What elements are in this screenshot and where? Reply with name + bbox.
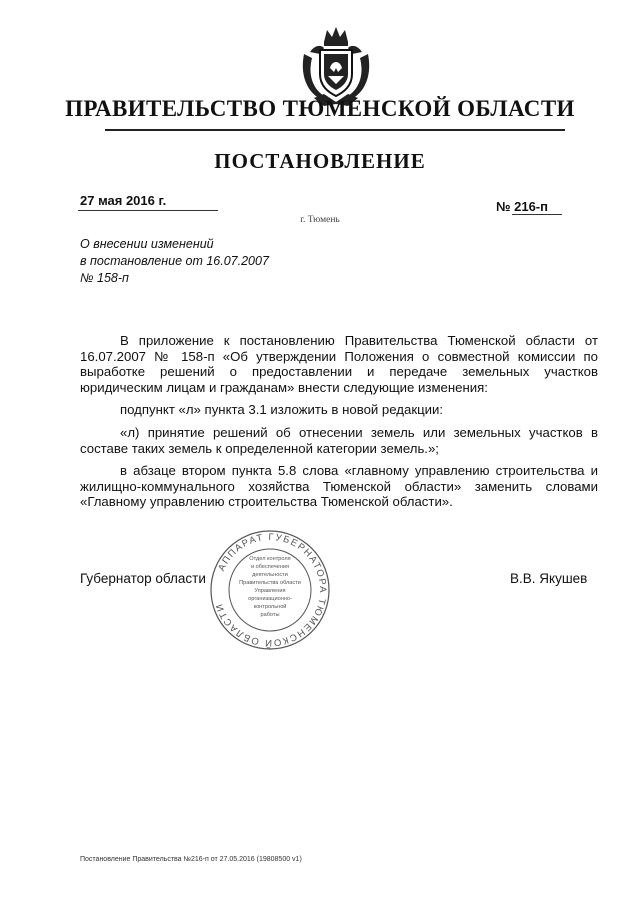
document-number: № 216-п	[496, 199, 548, 214]
document-body	[80, 333, 598, 517]
date-underline	[78, 210, 218, 211]
stamp-inner-line: Отдел контроля	[249, 556, 291, 562]
subject-line: № 158-п	[80, 271, 129, 285]
stamp-inner-line: контрольной	[253, 604, 287, 610]
title-underline	[105, 129, 565, 131]
government-title: ПРАВИТЕЛЬСТВО ТЮМЕНСКОЙ ОБЛАСТИ	[65, 96, 575, 121]
body-paragraph: подпункт «л» пункта 3.1 изложить в новой редакции:	[120, 402, 444, 418]
document-city: г. Тюмень	[300, 215, 340, 225]
stamp-inner-line: работы	[260, 612, 280, 618]
stamp-inner-line: деятельности	[252, 572, 288, 578]
stamp-inner-line: организационно-	[248, 596, 292, 602]
signer-name: В.В. Якушев	[510, 571, 588, 586]
stamp-inner-line: Правительства области	[239, 580, 301, 586]
official-stamp	[208, 528, 332, 652]
subject-line: О внесении изменений	[80, 237, 214, 251]
stamp-inner-line: и обеспечения	[250, 564, 290, 570]
document-type: ПОСТАНОВЛЕНИЕ	[214, 149, 426, 173]
document-date: 27 мая 2016 г.	[80, 193, 167, 208]
stamp-inner-line: Управления	[254, 588, 286, 594]
body-paragraph: «л) принятие решений об отнесении земель или земельных участков в составе таких земель к определенной категории земель.»;	[80, 424, 598, 456]
subject-line: в постановление от 16.07.2007	[80, 254, 269, 268]
stamp-outer-text: АППАРАТ ГУБЕРНАТОРА ТЮМЕНСКОЙ ОБЛАСТИ	[213, 531, 329, 649]
document-footer: Постановление Правительства №216-п от 27.05.2016 (19808500 v1)	[80, 856, 302, 863]
document-subject	[80, 236, 269, 287]
body-paragraph: В приложение к постановлению Правительства Тюменской области от 16.07.2007 № 158-п «Об утверждении Положения о совместной комиссии по выработке решений о предоставлении и передаче земельных участков юридическим лицам и гражданам» внести следующие изменения:	[80, 333, 598, 395]
body-paragraph: в абзаце втором пункта 5.8 слова «главному управлению строительства и жилищно-коммунального хозяйства Тюменской области» заменить словами «Главному управлению строительства Тюменской области».	[80, 463, 598, 510]
signer-role: Губернатор области	[80, 571, 206, 586]
